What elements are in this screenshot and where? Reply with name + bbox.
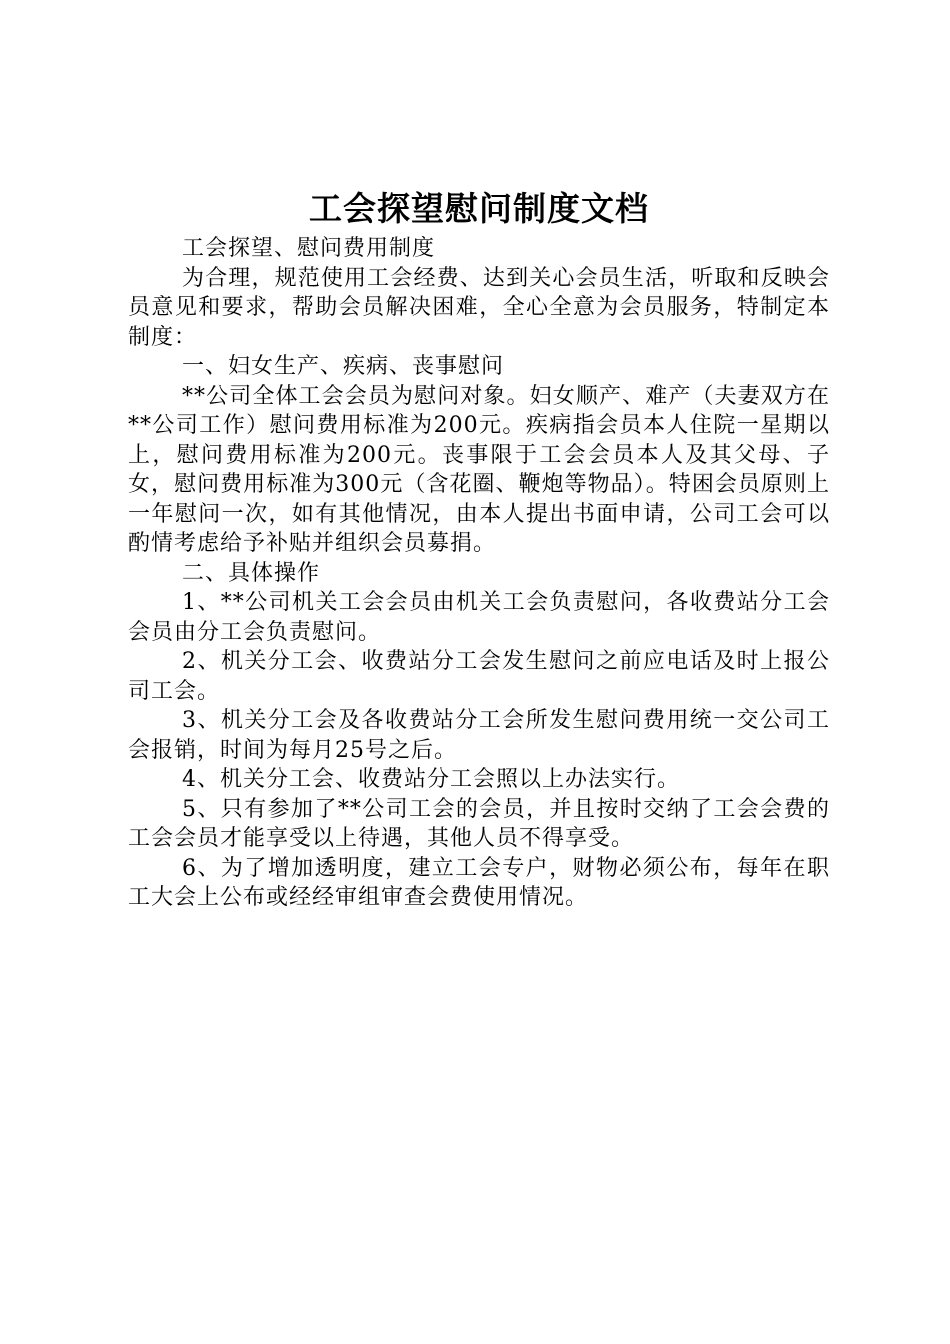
section-heading: 二、具体操作: [182, 560, 321, 586]
list-item: 4、机关分工会、收费站分工会照以上办法实行。: [182, 767, 680, 792]
list-item: 6、为了增加透明度，建立工会专户，财物必须公布，每年在职工大会上公布或经经审组审查会费使用情况。: [128, 855, 830, 910]
body-paragraph: **公司全体工会会员为慰问对象。妇女顺产、难产（夫妻双方在**公司工作）慰问费用标准为200元。疾病指会员本人住院一星期以上，慰问费用标准为200元。丧事限于工会会员本人及其父母、子女，慰问费用标准为300元（含花圈、鞭炮等物品）。特困会员原则上一年慰问一次，如有其他情况，由本人提出书面申请，公司工会可以酌情考虑给予补贴并组织会员募捐。: [128, 383, 830, 556]
list-item: 3、机关分工会及各收费站分工会所发生慰问费用统一交公司工会报销，时间为每月25号之后。: [128, 708, 830, 763]
intro-paragraph: 为合理，规范使用工会经费、达到关心会员生活，听取和反映会员意见和要求，帮助会员解决困难，全心全意为会员服务，特制定本制度：: [128, 265, 830, 350]
list-item: 2、机关分工会、收费站分工会发生慰问之前应电话及时上报公司工会。: [128, 649, 830, 704]
section-heading: 一、妇女生产、疾病、丧事慰问: [182, 354, 505, 379]
document-title: 工会探望慰问制度文档: [309, 189, 649, 228]
section-heading: 工会探望、慰问费用制度: [182, 236, 436, 261]
list-item: 1、**公司机关工会会员由机关工会负责慰问，各收费站分工会会员由分工会负责慰问。: [128, 590, 830, 645]
document-body: [128, 186, 830, 913]
list-item: 5、只有参加了**公司工会的会员，并且按时交纳了工会会费的工会会员才能享受以上待遇，其他人员不得享受。: [128, 796, 830, 851]
